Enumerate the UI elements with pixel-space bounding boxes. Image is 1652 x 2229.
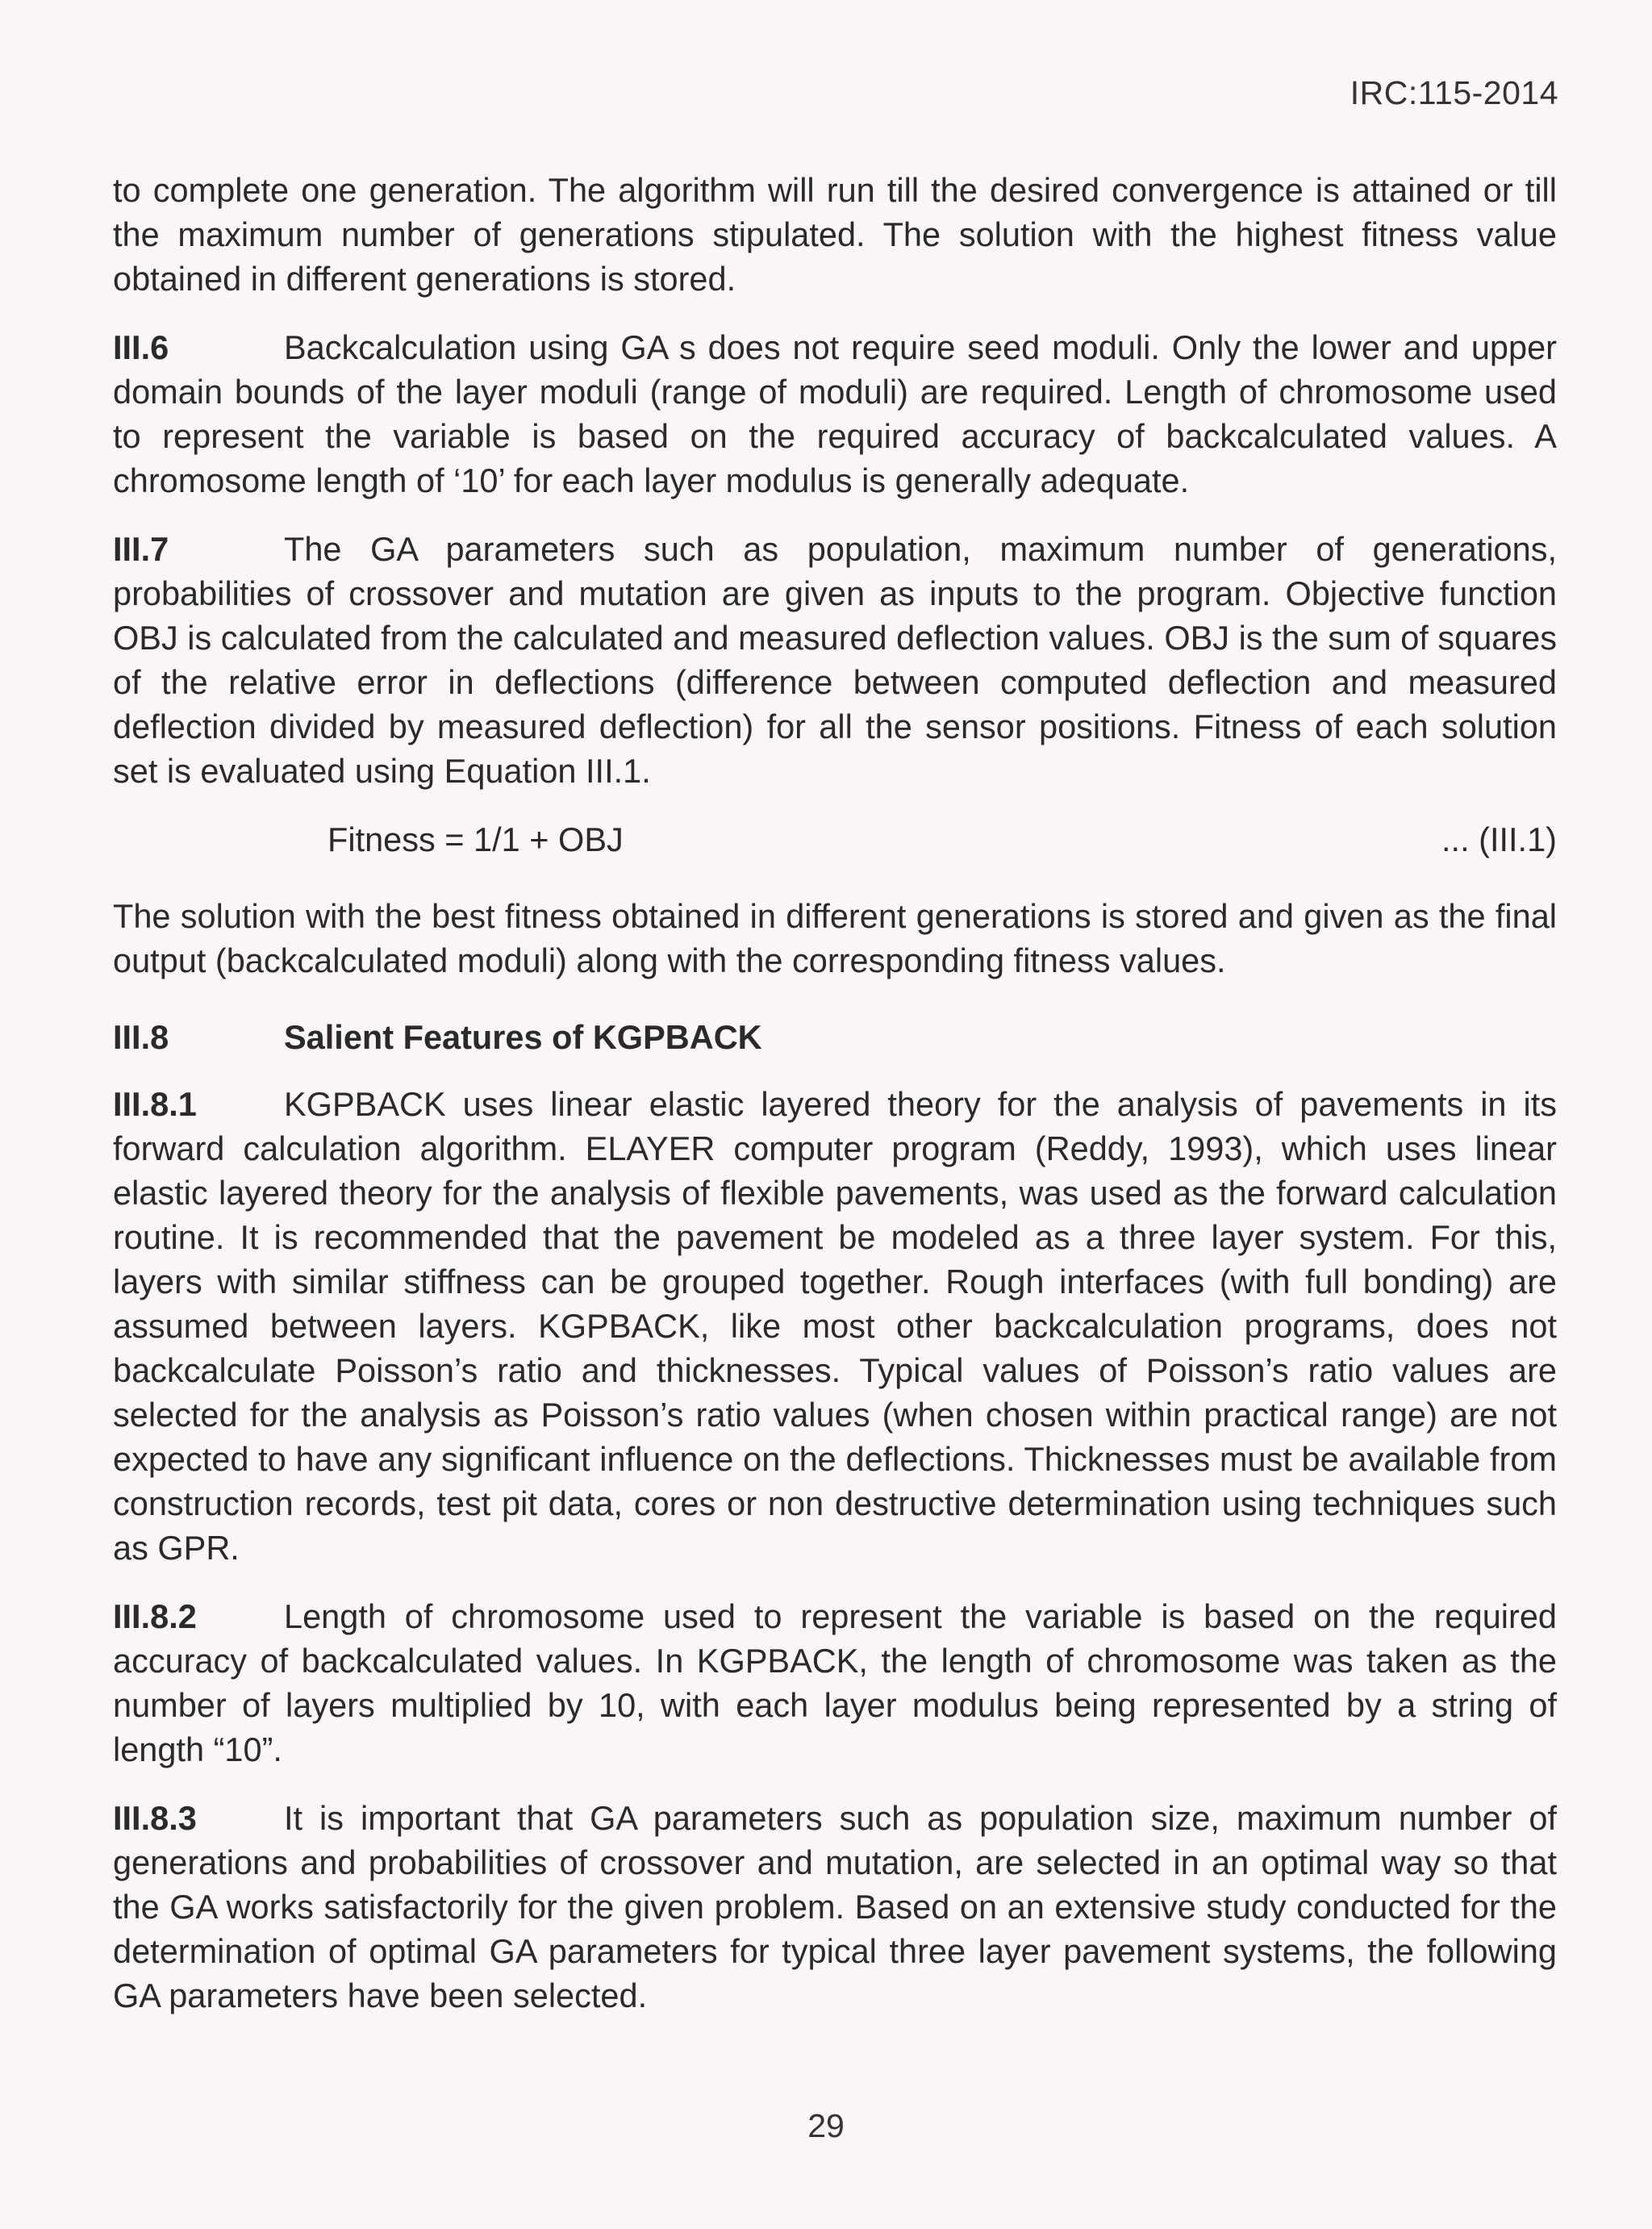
section-iii-8-2: [113, 1594, 1557, 1772]
section-text: KGPBACK uses linear elastic layered theory for the analysis of pavements in its forward calculation algorithm. ELAYER computer program (Reddy, 1993), which uses linear elastic layered theory for the analysis of flexible pavements, was used as the forward calculation routine. It is recommended that the pavement be modeled as a three layer system. For this, layers with similar stiffness can be grouped together. Rough interfaces (with full bonding) are assumed between layers. KGPBACK, like most other backcalculation programs, does not backcalculate Poisson’s ratio and thicknesses. Typical values of Poisson’s ratio values are selected for the analysis as Poisson’s ratio values (when chosen within practical range) are not expected to have any significant influence on the deflections. Thicknesses must be available from construction records, test pit data, cores or non destructive determination using techniques such as GPR.: [113, 1085, 1557, 1567]
equation-reference: ... (III.1): [1441, 820, 1557, 858]
section-iii-6: [113, 325, 1557, 503]
section-iii-8-3: [113, 1796, 1557, 2018]
section-number: III.7: [113, 530, 169, 568]
section-text: Length of chromosome used to represent the variable is based on the required accuracy of backcalculated values. In KGPBACK, the length of chromosome was taken as the number of layers multiplied by 10, with each layer modulus being represented by a string of length “10”.: [113, 1597, 1557, 1768]
heading-number: III.8: [113, 1018, 169, 1056]
section-number: III.8.2: [113, 1597, 197, 1635]
section-text: It is important that GA parameters such as population size, maximum number of generations and probabilities of crossover and mutation, are selected in an optimal way so that the GA works satisfactorily for the given problem. Based on an extensive study conducted for the determination of optimal GA parameters for typical three layer pavement systems, the following GA parameters have been selected.: [113, 1799, 1557, 2014]
intro-paragraph: to complete one generation. The algorithm will run till the desired convergence is attained or till the maximum number of generations stipulated. The solution with the highest fitness value obtained in different generations is stored.: [113, 171, 1557, 298]
section-number: III.6: [113, 328, 169, 366]
document-id: IRC:115-2014: [1350, 74, 1558, 111]
section-number: III.8.1: [113, 1085, 197, 1123]
page-number: 29: [807, 2107, 845, 2144]
section-text: The GA parameters such as population, maximum number of generations, probabilities of crossover and mutation are given as inputs to the program. Objective function OBJ is calculated from the calculated and measured deflection values. OBJ is the sum of squares of the relative error in deflections (difference between computed deflection and measured deflection divided by measured deflection) for all the sensor positions. Fitness of each solution set is evaluated using Equation III.1.: [113, 530, 1558, 790]
section-iii-7: [113, 527, 1557, 793]
equation-iii-1: [113, 817, 1557, 862]
section-iii-8-1: [113, 1082, 1557, 1570]
body-text: [113, 168, 1557, 2042]
section-text: Backcalculation using GA s does not require seed moduli. Only the lower and upper domain bounds of the layer moduli (range of moduli) are required. Length of chromosome used to represent the variable is based on the required accuracy of backcalculated values. A chromosome length of ‘10’ for each layer modulus is generally adequate.: [113, 328, 1557, 499]
section-number: III.8.3: [113, 1799, 197, 1837]
after-equation-paragraph: The solution with the best fitness obtained in different generations is stored and given as the final output (backcalculated moduli) along with the corresponding fitness values.: [113, 897, 1557, 979]
section-heading-iii-8: [113, 1015, 1557, 1059]
equation-text: Fitness = 1/1 + OBJ: [327, 820, 624, 858]
heading-title: Salient Features of KGPBACK: [284, 1018, 762, 1056]
